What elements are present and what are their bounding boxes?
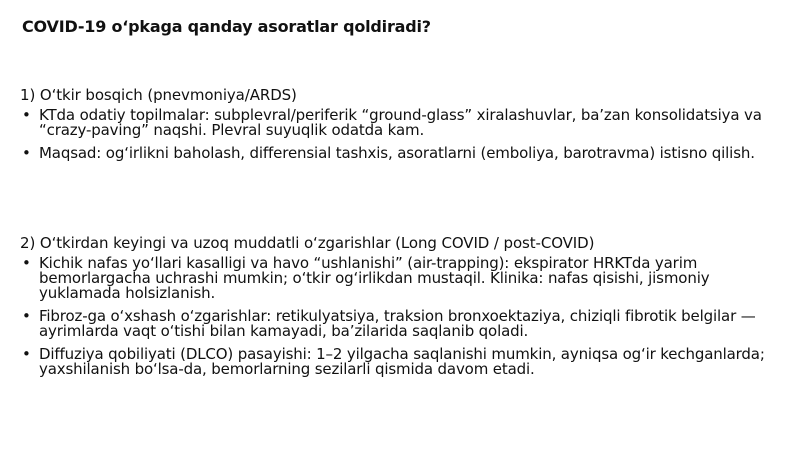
bullet-text: Maqsad: og‘irlikni baholash, differensial tashxis, asoratlarni (emboliya, barotravma) istisno qilish. [39,144,755,162]
section-post-covid [20,234,790,385]
slide-title: COVID-19 o‘pkaga qanday asoratlar qoldiradi? [22,17,431,36]
bullet-text: Diffuziya qobiliyati (DLCO) pasayishi: 1–2 yilgacha saqlanishi mumkin, ayniqsa og‘ir kechganlarda; yaxshilanish bo‘lsa-da, bemorlarning sezilarli qismida davom etadi. [39,345,765,378]
bullet-item [20,108,790,138]
bullet-text: Fibroz-ga o‘xshash o‘zgarishlar: retikulyatsiya, traksion bronxoektaziya, chiziqli fibrotik belgilar — ayrimlarda vaqt o‘tishi bilan kamayadi, ba’zilarida saqlanib qoladi. [39,307,756,340]
bullet-dot-icon: • [22,345,31,363]
bullet-dot-icon: • [22,106,31,124]
bullet-list [20,108,790,161]
bullet-dot-icon: • [22,307,31,325]
bullet-text: KTda odatiy topilmalar: subplevral/periferik “ground-glass” xiralashuvlar, ba’zan konsolidatsiya va “crazy-paving” naqshi. Plevral suyuqlik odatda kam. [39,106,762,139]
bullet-text: Kichik nafas yo‘llari kasalligi va havo “ushlanishi” (air-trapping): ekspirator HRKTda yarim bemorlargacha uchrashi mumkin; o‘tkir og‘irlikdan mustaqil. Klinika: nafas qisishi, jismoniy yuklamada holsizlanish. [39,254,710,302]
section-heading: 1) O‘tkir bosqich (pnevmoniya/ARDS) [20,86,297,104]
bullet-item [20,309,790,339]
bullet-item [20,146,790,161]
section-acute-phase [20,86,790,169]
bullet-item [20,347,790,377]
bullet-list [20,256,790,377]
bullet-dot-icon: • [22,254,31,272]
section-heading: 2) O‘tkirdan keyingi va uzoq muddatli o‘zgarishlar (Long COVID / post-COVID) [20,234,595,252]
bullet-item [20,256,790,301]
bullet-dot-icon: • [22,144,31,162]
